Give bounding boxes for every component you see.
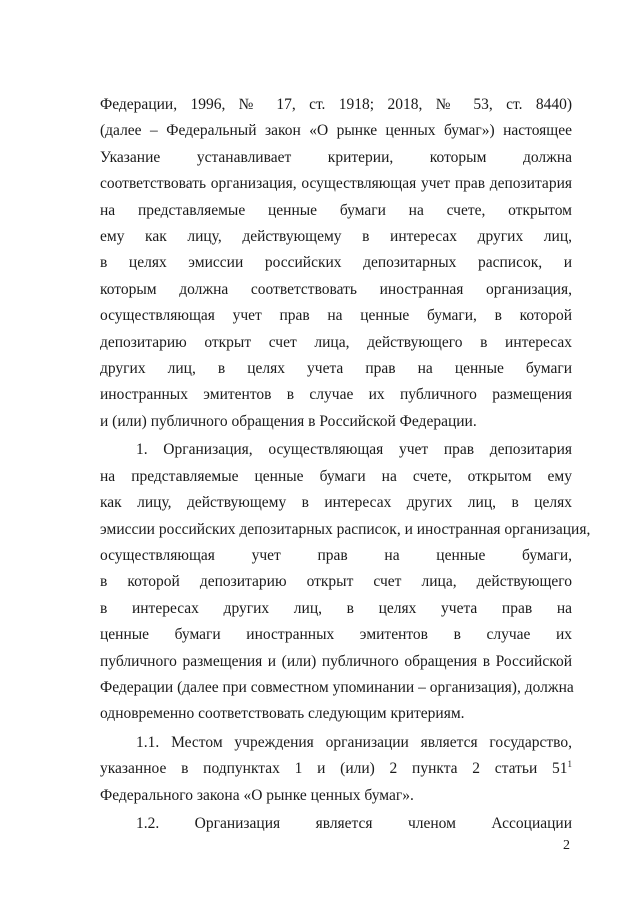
text-line: в которой депозитарию открыт счет лица, действующего (100, 573, 572, 591)
text-line: одновременно соответствовать следующим критериям. (100, 705, 465, 723)
text-line: Указание устанавливает критерии, которым должна (100, 148, 572, 166)
text-line: ценные бумаги иностранных эмитентов в случае их (100, 626, 572, 644)
text-line-with-footnote (100, 756, 572, 782)
text-line: на представляемые ценные бумаги на счете, открытом (100, 201, 572, 219)
page-number: 2 (563, 838, 570, 853)
text-line: Федерации (далее при совместном упоминании – организация), должна (100, 678, 574, 696)
text-line: в интересах других лиц, в целях учета прав на (100, 599, 572, 617)
paragraph-clause-1 (100, 437, 591, 727)
text-line: и (или) публичного обращения в Российской Федерации. (100, 412, 477, 430)
text-line: в целях эмиссии российских депозитарных расписок, и (100, 254, 572, 272)
text-line: ему как лицу, действующему в интересах других лиц, (100, 228, 572, 246)
paragraph-clause-1-1 (100, 730, 572, 809)
text-line: других лиц, в целях учета прав на ценные бумаги (100, 360, 572, 378)
text-line: 1. Организация, осуществляющая учет прав депозитария (136, 441, 572, 459)
text-line: Федерации, 1996, № 17, ст. 1918; 2018, № 53, ст. 8440) (100, 96, 572, 113)
text-line: как лицу, действующему в интересах других лиц, в целях (100, 494, 572, 512)
footnote-marker: 1 (567, 759, 572, 770)
text-line: эмиссии российских депозитарных расписок, и иностранная организация, (100, 520, 591, 538)
text-line: указанное в подпунктах 1 и (или) 2 пункта 2 статьи 51 (100, 760, 568, 778)
paragraph-clause-1-2 (100, 811, 572, 837)
text-line: на представляемые ценные бумаги на счете, открытом ему (100, 467, 572, 485)
text-line: осуществляющая учет прав на ценные бумаги, в которой (100, 307, 572, 325)
text-line: 1.1. Местом учреждения организации является государство, (136, 733, 572, 751)
text-line: которым должна соответствовать иностранная организация, (100, 280, 572, 298)
text-line: (далее – Федеральный закон «О рынке ценных бумаг») настоящее (100, 122, 572, 140)
text-line: осуществляющая учет прав на ценные бумаги, (100, 546, 572, 564)
paragraph-intro (100, 92, 572, 435)
text-line: 1.2. Организация является членом Ассоциации (136, 814, 572, 832)
text-line: депозитарию открыт счет лица, действующего в интересах (100, 333, 572, 351)
text-line: соответствовать организация, осуществляющая учет прав депозитария (100, 175, 572, 193)
document-body (100, 92, 591, 837)
text-line: Федерального закона «О рынке ценных бумаг». (100, 786, 414, 804)
text-line: иностранных эмитентов в случае их публичного размещения (100, 386, 572, 404)
text-line: публичного размещения и (или) публичного обращения в Российской (100, 652, 572, 670)
